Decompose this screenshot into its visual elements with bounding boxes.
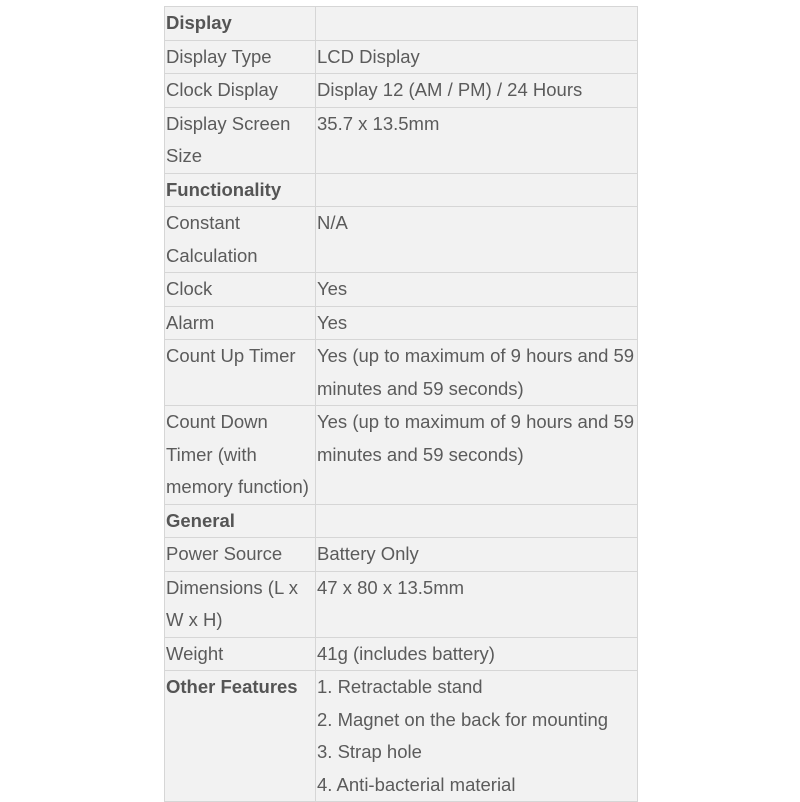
section-value-cell — [316, 173, 638, 207]
table-row — [165, 107, 638, 173]
spec-label: Clock Display — [165, 74, 316, 108]
features-list — [316, 671, 638, 802]
spec-value: 47 x 80 x 13.5mm — [316, 571, 638, 637]
spec-label: Constant Calculation — [165, 207, 316, 273]
section-header: Other Features — [165, 671, 316, 802]
spec-value: 35.7 x 13.5mm — [316, 107, 638, 173]
spec-label: Count Up Timer — [165, 340, 316, 406]
spec-value: Yes (up to maximum of 9 hours and 59 minutes and 59 seconds) — [316, 406, 638, 505]
table-row — [165, 40, 638, 74]
section-header: General — [165, 504, 316, 538]
feature-item: 2. Magnet on the back for mounting — [317, 708, 609, 730]
spec-label: Dimensions (L x W x H) — [165, 571, 316, 637]
section-row-general — [165, 504, 638, 538]
table-row — [165, 74, 638, 108]
feature-item: 3. Strap hole — [317, 741, 422, 762]
spec-label: Power Source — [165, 538, 316, 572]
other-features-row — [165, 671, 638, 802]
table-row — [165, 571, 638, 637]
spec-value: LCD Display — [316, 40, 638, 74]
feature-item: 1. Retractable stand — [317, 676, 483, 697]
spec-label: Count Down Timer (with memory function) — [165, 406, 316, 505]
section-value-cell — [316, 7, 638, 41]
feature-item: 4. Anti-bacterial material — [317, 773, 516, 795]
spec-value: Display 12 (AM / PM) / 24 Hours — [316, 74, 638, 108]
table-row — [165, 637, 638, 671]
table-row — [165, 538, 638, 572]
table-row — [165, 306, 638, 340]
spec-value: Yes — [316, 273, 638, 307]
spec-value: Yes — [316, 306, 638, 340]
table-row — [165, 207, 638, 273]
spec-label: Weight — [165, 637, 316, 671]
spec-value: Yes (up to maximum of 9 hours and 59 minutes and 59 seconds) — [316, 340, 638, 406]
spec-value: Battery Only — [316, 538, 638, 572]
table-row — [165, 406, 638, 505]
spec-label: Display Type — [165, 40, 316, 74]
section-row-functionality — [165, 173, 638, 207]
spec-value: 41g (includes battery) — [316, 637, 638, 671]
spec-label: Display Screen Size — [165, 107, 316, 173]
table-row — [165, 273, 638, 307]
table-row — [165, 340, 638, 406]
spec-label: Alarm — [165, 306, 316, 340]
spec-label: Clock — [165, 273, 316, 307]
section-row-display — [165, 7, 638, 41]
section-header: Display — [165, 7, 316, 41]
section-value-cell — [316, 504, 638, 538]
spec-value: N/A — [316, 207, 638, 273]
section-header: Functionality — [165, 173, 316, 207]
specifications-table — [164, 6, 638, 802]
